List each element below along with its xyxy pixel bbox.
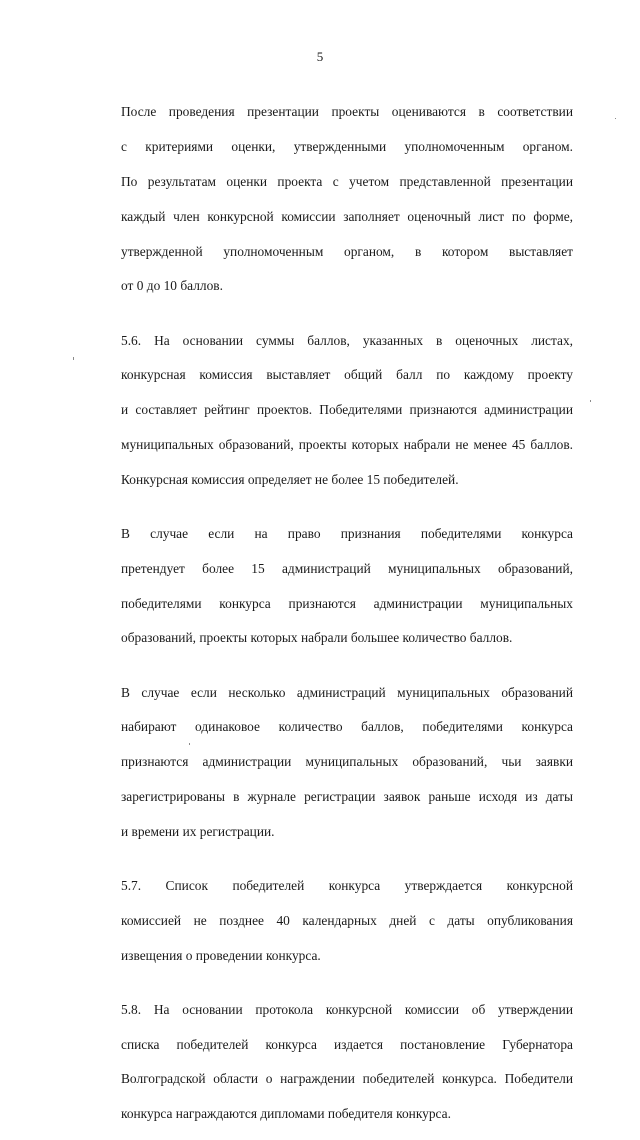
text-line: комиссией не позднее 40 календарных дней с даты опубликования: [121, 912, 573, 928]
text-line: После проведения презентации проекты оцениваются в соответствии: [121, 104, 573, 120]
document-body: [86, 86, 573, 1140]
text-line: В случае если несколько администраций муниципальных образований: [121, 684, 573, 700]
paragraph: [86, 508, 573, 665]
text-line: набирают одинаковое количество баллов, победителями конкурса: [121, 719, 573, 735]
text-line: конкурсная комиссия выставляет общий балл по каждому проекту: [121, 367, 573, 383]
text-line: с критериями оценки, утвержденными уполномоченным органом.: [121, 139, 573, 155]
text-line: муниципальных образований, проекты которых набрали не менее 45 баллов.: [121, 436, 573, 452]
text-line: 5.8. На основании протокола конкурсной комиссии об утверждении: [121, 1001, 573, 1017]
text-line: конкурса награждаются дипломами победителя конкурса.: [121, 1106, 451, 1122]
text-line: зарегистрированы в журнале регистрации заявок раньше исходя из даты: [121, 788, 573, 804]
scan-speck: [73, 357, 74, 360]
text-line: По результатам оценки проекта с учетом представленной презентации: [121, 174, 573, 189]
text-line: утвержденной уполномоченным органом, в котором выставляет: [121, 243, 573, 259]
text-line: и времени их регистрации.: [121, 823, 275, 839]
scan-speck: [189, 743, 190, 745]
scan-speck: [615, 118, 616, 119]
text-line: признаются администрации муниципальных образований, чьи заявки: [121, 754, 573, 770]
scan-speck: [590, 400, 591, 402]
text-line: Конкурсная комиссия определяет не более 15 победителей.: [121, 471, 459, 487]
text-line: победителями конкурса признаются администрации муниципальных: [121, 595, 573, 611]
page-number: 5: [316, 49, 324, 64]
text-line: извещения о проведении конкурса.: [121, 947, 321, 963]
text-line: претендует более 15 администраций муниципальных образований,: [121, 560, 573, 576]
paragraph: [86, 860, 573, 982]
text-line: от 0 до 10 баллов.: [121, 278, 223, 294]
paragraph: [86, 983, 573, 1140]
text-line: образований, проекты которых набрали большее количество баллов.: [121, 630, 513, 646]
text-line: списка победителей конкурса издается постановление Губернатора: [121, 1036, 573, 1052]
paragraph: [86, 666, 573, 857]
text-line: каждый член конкурсной комиссии заполняет оценочный лист по форме,: [121, 208, 573, 224]
text-line: 5.7. Список победителей конкурса утверждается конкурсной: [121, 877, 573, 893]
text-line: В случае если на право признания победителями конкурса: [121, 525, 573, 541]
paragraph: [86, 314, 573, 505]
paragraph: [86, 86, 573, 312]
text-line: 5.6. На основании суммы баллов, указанных в оценочных листах,: [121, 332, 573, 348]
text-line: Волгоградской области о награждении победителей конкурса. Победители: [121, 1071, 573, 1087]
text-line: и составляет рейтинг проектов. Победителями признаются администрации: [121, 402, 573, 418]
